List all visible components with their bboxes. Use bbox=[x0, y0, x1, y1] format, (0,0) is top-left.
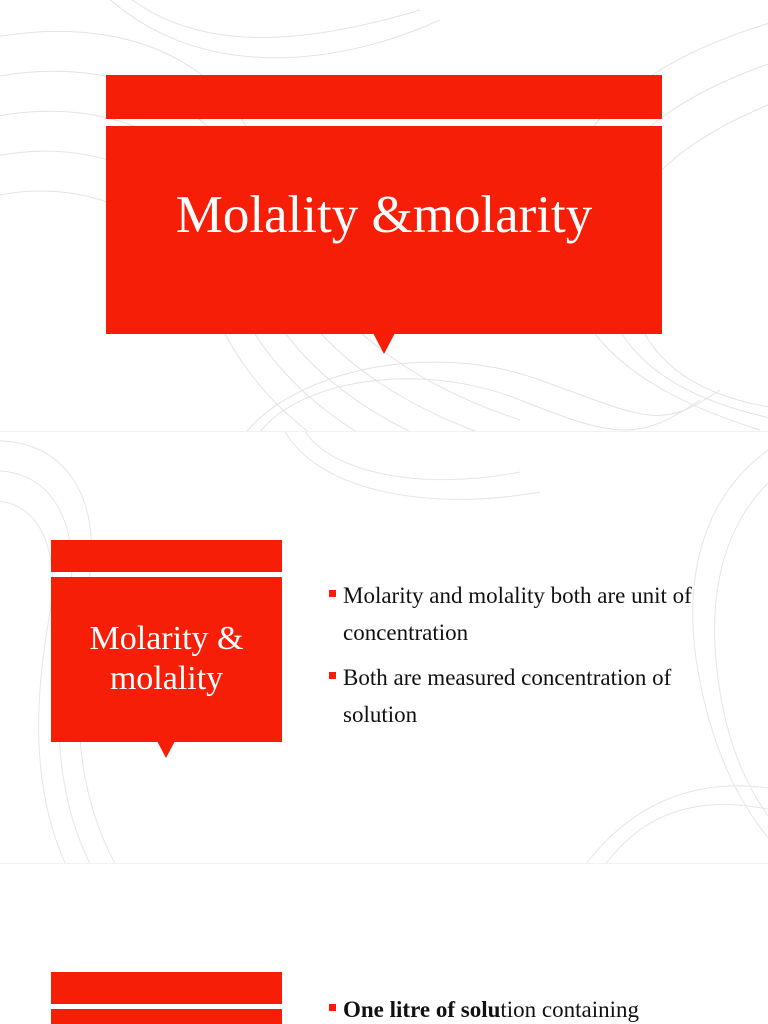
title-card-pointer bbox=[373, 333, 395, 354]
square-bullet-icon bbox=[329, 672, 336, 679]
bullet-list bbox=[328, 577, 748, 741]
title-card-top-strip bbox=[106, 75, 662, 119]
bullet-item bbox=[328, 577, 748, 651]
section-card-top-strip bbox=[51, 972, 282, 1004]
bullet-text: Both are measured concentration of solution bbox=[343, 665, 672, 727]
slide-3 bbox=[0, 864, 768, 1024]
section-title-line-2: molality bbox=[109, 659, 224, 697]
bullet-list bbox=[328, 991, 748, 1024]
bullet-text: Molarity and molality both are unit of concentration bbox=[343, 583, 692, 645]
section-card-body bbox=[51, 1009, 282, 1024]
slide-2 bbox=[0, 432, 768, 864]
section-title-card bbox=[51, 972, 282, 1024]
section-title-card bbox=[51, 540, 282, 742]
square-bullet-icon bbox=[329, 590, 336, 597]
section-card-pointer bbox=[157, 741, 175, 758]
title-card-body bbox=[106, 126, 662, 334]
section-title-line-1: Molarity & bbox=[89, 620, 244, 658]
section-card-top-strip bbox=[51, 540, 282, 572]
bullet-item bbox=[328, 991, 748, 1024]
slide-1 bbox=[0, 0, 768, 432]
bullet-text: tion containing bbox=[500, 997, 639, 1022]
section-card-body bbox=[51, 577, 282, 742]
bullet-item bbox=[328, 659, 748, 733]
title-card bbox=[106, 75, 662, 334]
bullet-text-bold: One litre of solu bbox=[343, 997, 501, 1022]
section-title bbox=[90, 619, 244, 697]
slide-title: Molality &molarity bbox=[175, 185, 593, 244]
square-bullet-icon bbox=[329, 1004, 336, 1011]
